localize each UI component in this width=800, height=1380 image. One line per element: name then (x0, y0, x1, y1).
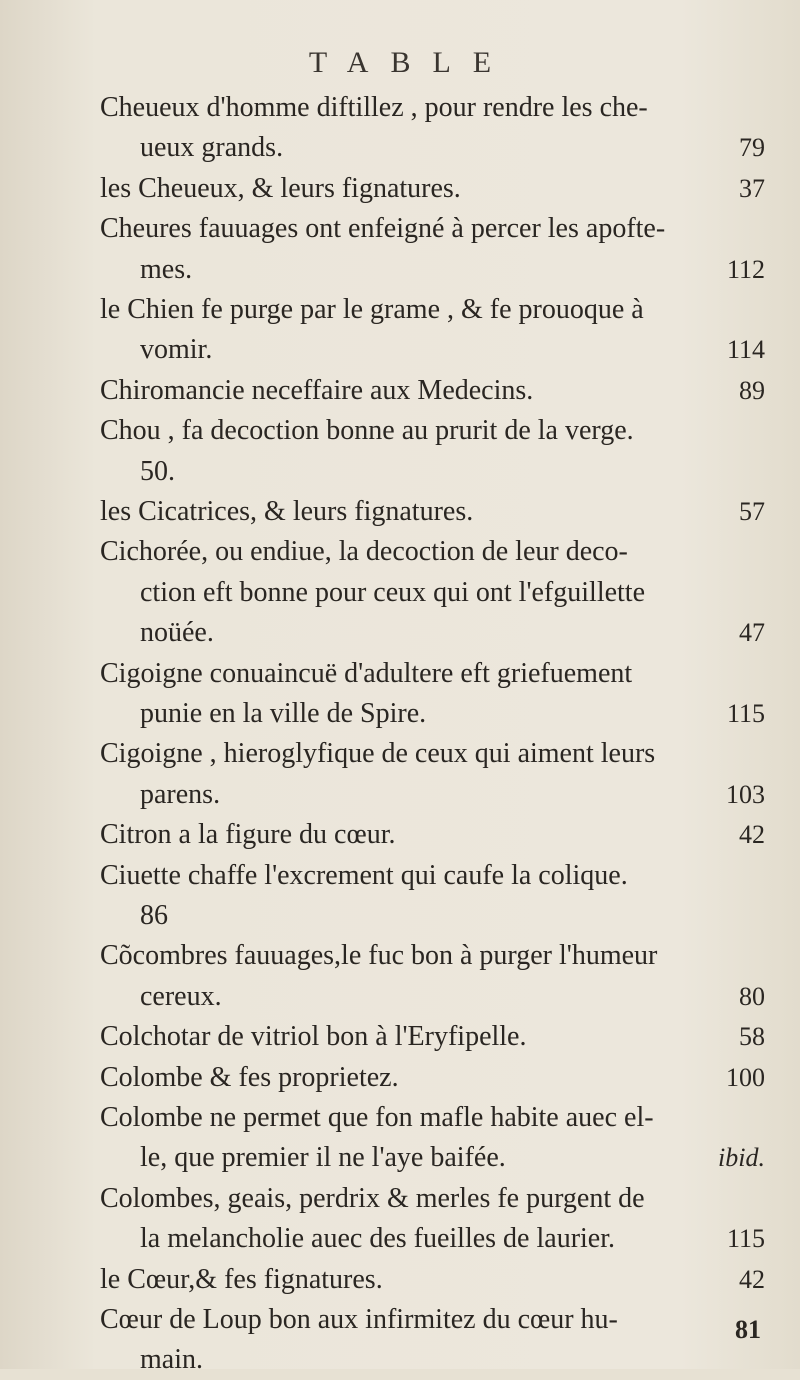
entry-heading-line: Chiromancie neceffaire aux Medecins. (100, 374, 534, 406)
entry-heading-line: Ciuette chaffe l'excrement qui caufe la colique. (100, 859, 628, 891)
page-reference: 57 (739, 497, 765, 526)
catchword: 81 (735, 1315, 761, 1344)
entry-continuation-line: 50. (140, 455, 175, 487)
entry-heading-line: Colchotar de vitriol bon à l'Eryfipelle. (100, 1021, 527, 1053)
page-header: TABLE (308, 46, 514, 79)
entry-continuation-line: la melancholie auec des fueilles de laurier. (140, 1223, 616, 1255)
entry-heading-line: Cõcombres fauuages,le fuc bon à purger l'humeur (100, 940, 658, 972)
page-reference: 42 (739, 1264, 765, 1294)
entry-continuation-line: main. (140, 1344, 203, 1376)
entry-heading-line: Colombes, geais, perdrix & merles fe purgent de (100, 1182, 645, 1214)
entry-heading-line: Citron a la figure du cœur. (100, 819, 396, 851)
page-reference: 79 (739, 133, 765, 163)
entry-heading-line: le Cœur,& fes fignatures. (100, 1263, 383, 1295)
page-reference: 115 (726, 1224, 765, 1254)
entry-heading-line: les Cheueux, & leurs fignatures. (100, 172, 461, 204)
entry-heading-line: Colombe ne permet que fon mafle habite auec el- (100, 1102, 654, 1133)
page-reference: 58 (739, 1022, 765, 1052)
entry-continuation-line: parens. (140, 778, 221, 810)
entry-heading-line: Chou , fa decoction bonne au prurit de la verge. (100, 415, 634, 447)
entry-continuation-line: ueux grands. (140, 132, 284, 164)
page-reference: 100 (726, 1062, 765, 1092)
entry-continuation-line: le, que premier il ne l'aye baifée. (140, 1142, 506, 1174)
entry-heading-line: Cigoigne , hieroglyfique de ceux qui aiment leurs (100, 738, 656, 770)
entry-continuation-line: 86 (140, 900, 168, 931)
page-reference: 114 (726, 335, 765, 365)
entry-continuation-line: mes. (140, 253, 193, 285)
page-reference: 112 (726, 254, 765, 284)
entry-continuation-line: cereux. (140, 980, 222, 1012)
page-reference: 37 (739, 173, 765, 203)
entry-heading-line: le Chien fe purge par le grame , & fe prouoque à (100, 294, 644, 325)
entry-heading-line: Cœur de Loup bon aux infirmitez du cœur hu- (100, 1304, 618, 1335)
entry-heading-line: Cichorée, ou endiue, la decoction de leur deco- (100, 536, 628, 568)
entry-heading-line: Cheueux d'homme diftillez , pour rendre les che- (100, 92, 648, 123)
page-reference: 42 (739, 820, 765, 850)
entry-heading-line: Cheures fauuages ont enfeigné à percer les apofte- (100, 213, 666, 245)
entry-continuation-line: punie en la ville de Spire. (140, 698, 427, 729)
page-reference: 47 (739, 618, 765, 648)
entry-continuation-line: ction eft bonne pour ceux qui ont l'efguillette (140, 576, 646, 608)
page-reference: 80 (739, 981, 765, 1011)
entry-continuation-line: noüée. (140, 617, 214, 649)
entry-continuation-line: vomir. (140, 334, 213, 366)
entry-heading-line: Colombe & fes proprietez. (100, 1061, 399, 1093)
page-reference: ibid. (718, 1143, 765, 1173)
entry-heading-line: Cigoigne conuaincuë d'adultere eft griefuement (100, 657, 633, 689)
page-reference: 115 (726, 699, 765, 728)
page-reference: 103 (726, 779, 765, 809)
entry-heading-line: les Cicatrices, & leurs fignatures. (100, 496, 474, 527)
page-reference: 89 (739, 375, 765, 405)
